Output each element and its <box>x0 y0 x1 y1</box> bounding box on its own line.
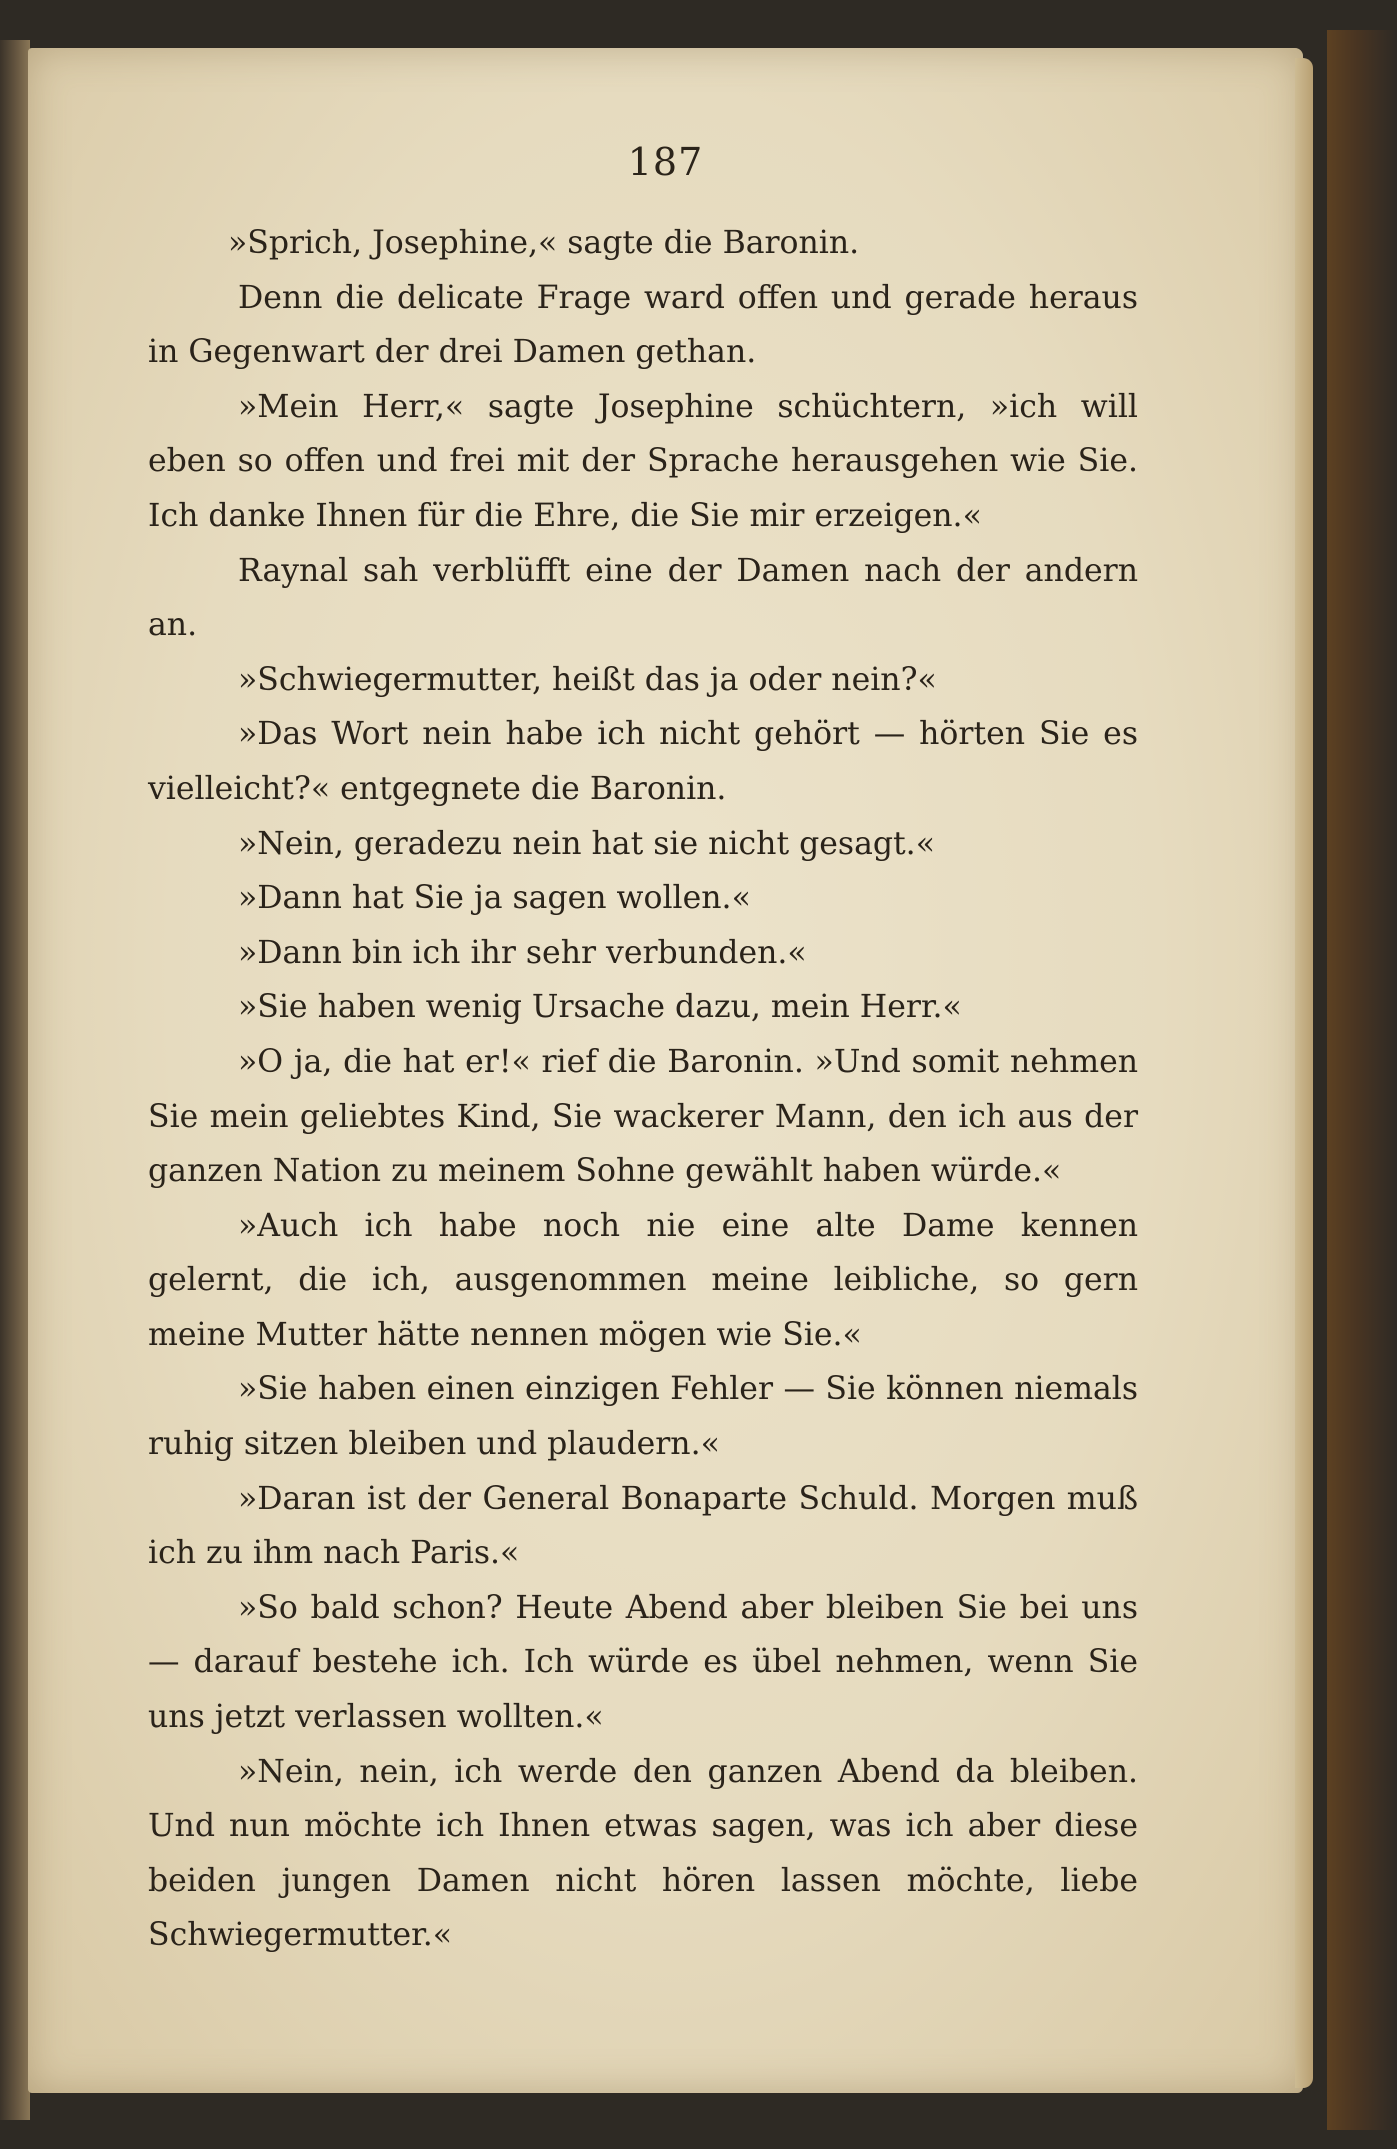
paper-page <box>28 48 1303 2093</box>
page-edge <box>1295 58 1313 2088</box>
paragraph: »Nein, geradezu nein hat sie nicht gesagt.« <box>238 825 935 862</box>
paragraph: Raynal sah verblüfft eine der Damen nach der andern an. <box>148 552 1138 644</box>
paragraph: »Sie haben einen einzigen Fehler — Sie können niemals ruhig sitzen bleiben und plaudern.« <box>148 1371 1138 1463</box>
paragraph: »Daran ist der General Bonaparte Schuld. Morgen muß ich zu ihm nach Paris.« <box>148 1480 1138 1572</box>
paragraph: »Schwiegermutter, heißt das ja oder nein?« <box>238 661 937 698</box>
paragraph: »Dann hat Sie ja sagen wollen.« <box>238 880 751 917</box>
body-text <box>148 216 1138 1963</box>
paragraph: »Auch ich habe noch nie eine alte Dame kennen gelernt, die ich, ausgenommen meine leibliche, so gern meine Mutter hätte nennen mögen wie Sie.« <box>148 1207 1138 1353</box>
paragraph: »Das Wort nein habe ich nicht gehört — hörten Sie es vielleicht?« entgegnete die Baronin. <box>148 716 1138 807</box>
paragraph: »Mein Herr,« sagte Josephine schüchtern, »ich will eben so offen und frei mit der Sprache herausgehen wie Sie. Ich danke Ihnen für die Ehre, die Sie mir erzeigen.« <box>148 388 1138 534</box>
paragraph: »So bald schon? Heute Abend aber bleiben Sie bei uns — darauf bestehe ich. Ich würde es übel nehmen, wenn Sie uns jetzt verlassen wollten.« <box>148 1589 1138 1736</box>
paragraph: »Sprich, Josephine,« sagte die Baronin. <box>228 225 860 261</box>
paragraph: »O ja, die hat er!« rief die Baronin. »Und somit nehmen Sie mein geliebtes Kind, Sie wackerer Mann, den ich aus der ganzen Nation zu meinem Sohne gewählt haben würde.« <box>148 1043 1138 1190</box>
paragraph: »Nein, nein, ich werde den ganzen Abend da bleiben. Und nun möchte ich Ihnen etwas sagen, was ich aber diese beiden jungen Damen nicht hören lassen möchte, liebe Schwiegermutter.« <box>148 1753 1138 1954</box>
paragraph: Denn die delicate Frage ward offen und gerade heraus in Gegenwart der drei Damen gethan. <box>148 279 1138 371</box>
book-cover-right-edge <box>1327 30 1397 2130</box>
page-number: 187 <box>627 140 704 184</box>
paragraph: »Sie haben wenig Ursache dazu, mein Herr.« <box>238 989 962 1026</box>
book-cover-left-edge <box>0 40 30 2120</box>
paragraph: »Dann bin ich ihr sehr verbunden.« <box>238 934 807 971</box>
